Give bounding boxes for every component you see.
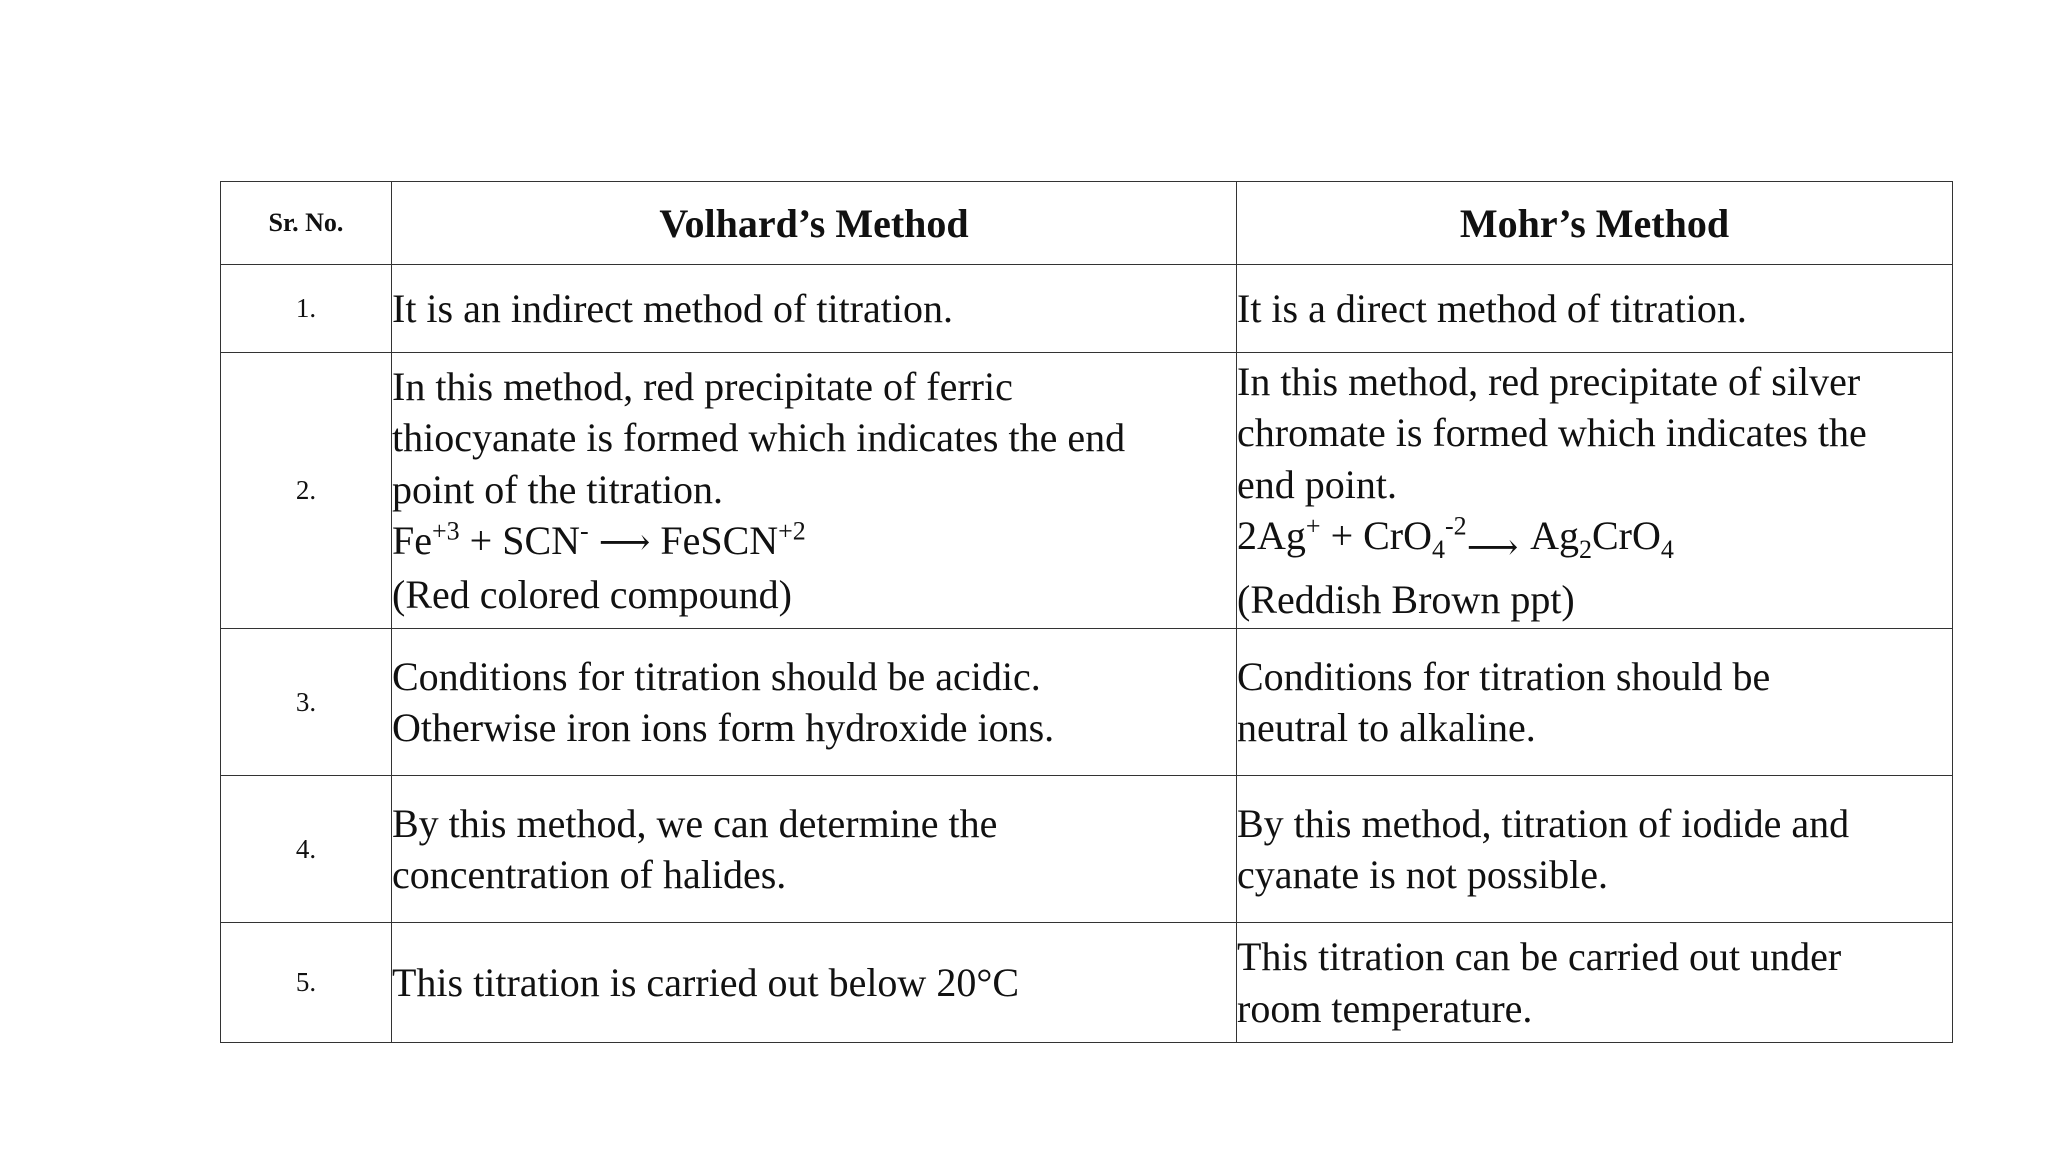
mohr-text: In this method, red precipitate of silver bbox=[1237, 358, 1861, 404]
row-number: 4. bbox=[221, 776, 392, 923]
volhard-note: (Red colored compound) bbox=[392, 571, 792, 617]
table-row bbox=[221, 265, 1953, 353]
mohr-text: By this method, titration of iodide and bbox=[1237, 800, 1850, 846]
sr-no-header: Sr. No. bbox=[221, 182, 392, 265]
comparison-table bbox=[220, 181, 1953, 1043]
volhard-equation bbox=[392, 515, 1236, 569]
row-number: 1. bbox=[221, 265, 392, 353]
reaction-arrow-icon: ⟶ bbox=[598, 522, 651, 563]
table-row bbox=[221, 776, 1953, 923]
reaction-arrow-icon: ⟶ bbox=[1466, 527, 1519, 568]
volhard-cell bbox=[392, 629, 1237, 776]
volhard-text: It is an indirect method of titration. bbox=[392, 285, 953, 331]
mohr-text: It is a direct method of titration. bbox=[1237, 285, 1747, 331]
mohr-equation bbox=[1237, 510, 1952, 574]
volhard-text: This titration is carried out below 20°C bbox=[392, 959, 1019, 1005]
mohr-cell bbox=[1237, 265, 1953, 353]
volhard-text: concentration of halides. bbox=[392, 852, 787, 897]
reactant-fe: Fe bbox=[392, 518, 432, 564]
volhard-cell bbox=[392, 776, 1237, 923]
table-row bbox=[221, 923, 1953, 1043]
product-ag: Ag bbox=[1530, 513, 1579, 559]
mohr-text: end point. bbox=[1237, 461, 1397, 507]
volhard-text: In this method, red precipitate of ferric bbox=[392, 363, 1013, 409]
mohr-text: chromate is formed which indicates the bbox=[1237, 410, 1867, 456]
mohr-cell bbox=[1237, 353, 1953, 629]
mohr-cell bbox=[1237, 629, 1953, 776]
table-header-row bbox=[221, 182, 1953, 265]
mohr-text: Conditions for titration should be bbox=[1237, 653, 1771, 699]
row-number: 2. bbox=[221, 353, 392, 629]
table-row bbox=[221, 353, 1953, 629]
volhard-text: Conditions for titration should be acidic. bbox=[392, 653, 1041, 699]
volhard-text: point of the titration. bbox=[392, 466, 724, 512]
mohr-text: This titration can be carried out under bbox=[1237, 934, 1842, 979]
reactant-scn: + SCN bbox=[469, 518, 581, 564]
charge-scn: - bbox=[580, 516, 589, 546]
mohr-text: neutral to alkaline. bbox=[1237, 705, 1536, 750]
volhard-cell bbox=[392, 353, 1237, 629]
subscript-ag: 2 bbox=[1578, 535, 1592, 565]
mohr-cell bbox=[1237, 776, 1953, 923]
row-number: 5. bbox=[221, 923, 392, 1043]
volhard-cell bbox=[392, 265, 1237, 353]
volhard-header: Volhard’s Method bbox=[392, 182, 1237, 265]
row-number: 3. bbox=[221, 629, 392, 776]
mohr-header: Mohr’s Method bbox=[1237, 182, 1953, 265]
volhard-cell bbox=[392, 923, 1237, 1043]
subscript-cro4: 4 bbox=[1432, 535, 1446, 565]
mohr-cell bbox=[1237, 923, 1953, 1043]
charge-fescn: +2 bbox=[778, 516, 806, 546]
reactant-cro4: + CrO bbox=[1330, 513, 1433, 559]
subscript-o4: 4 bbox=[1660, 535, 1674, 565]
mohr-text: room temperature. bbox=[1237, 985, 1533, 1031]
table-row bbox=[221, 629, 1953, 776]
mohr-text: cyanate is not possible. bbox=[1237, 852, 1609, 897]
product-cro: CrO bbox=[1591, 513, 1661, 559]
charge-cro4: -2 bbox=[1445, 511, 1467, 541]
charge-ag: + bbox=[1305, 511, 1321, 541]
product-fescn: FeSCN bbox=[660, 518, 779, 564]
volhard-text: Otherwise iron ions form hydroxide ions. bbox=[392, 705, 1055, 750]
charge-fe: +3 bbox=[432, 516, 460, 546]
volhard-text: thiocyanate is formed which indicates the end bbox=[392, 415, 1126, 461]
volhard-text: By this method, we can determine the bbox=[392, 800, 998, 846]
reactant-ag: 2Ag bbox=[1237, 513, 1306, 559]
mohr-note: (Reddish Brown ppt) bbox=[1237, 576, 1575, 622]
